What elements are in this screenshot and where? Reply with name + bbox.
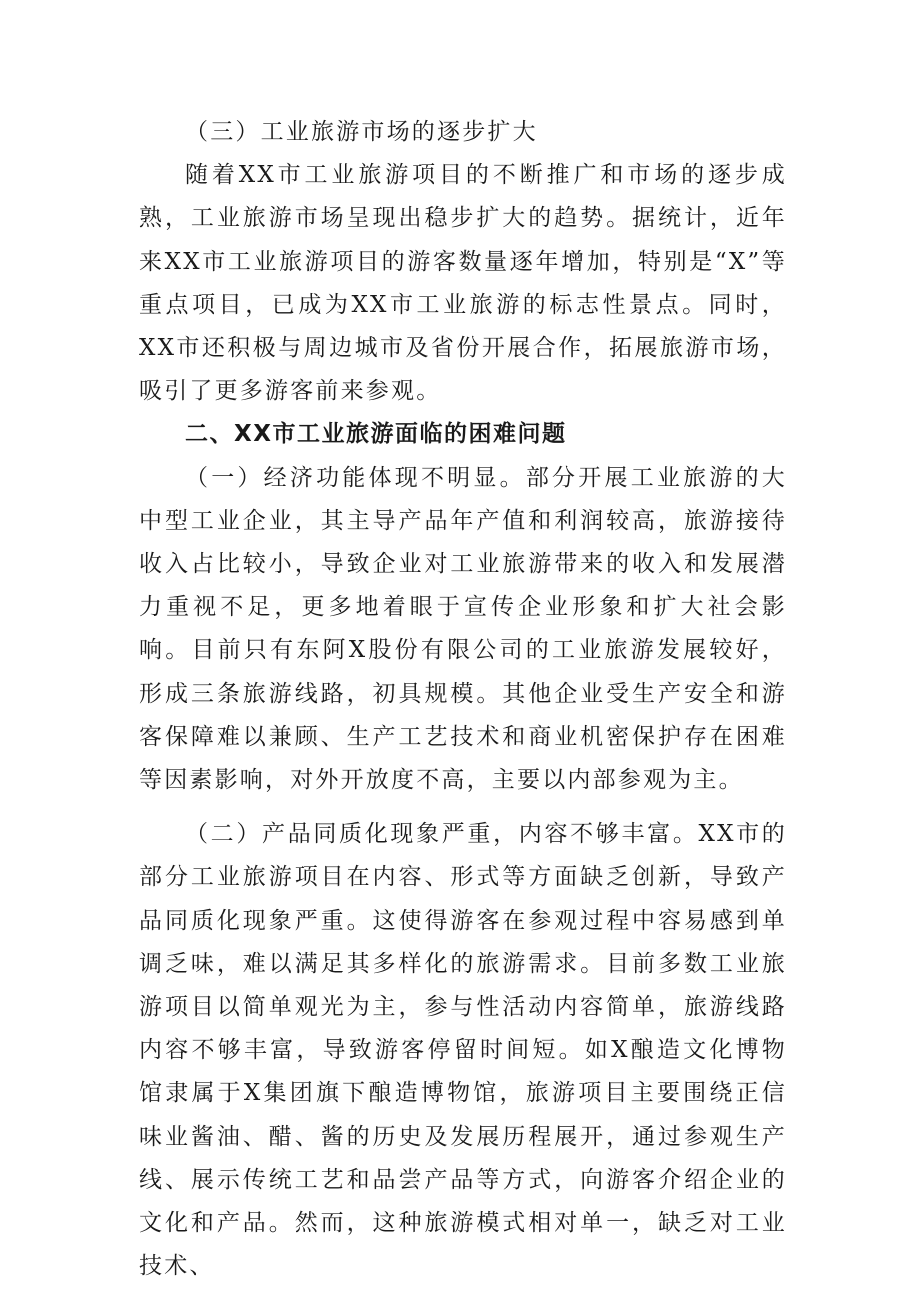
paragraph-product-homogeneity: （二）产品同质化现象严重，内容不够丰富。XX市的部分工业旅游项目在内容、形式等方面缺乏创新，导致产品同质化现象严重。这使得游客在参观过程中容易感到单调乏味，难以满足其多样化的旅游需求。目前多数工业旅游项目以简单观光为主，参与性活动内容简单，旅游线路内容不够丰富，导致游客停留时间短。如X酿造文化博物馆隶属于X集团旗下酿造博物馆，旅游项目主要围绕正信味业酱油、醋、酱的历史及发展历程展开，通过参观生产线、展示传统工艺和品尝产品等方式，向游客介绍企业的文化和产品。然而，这种旅游模式相对单一，缺乏对工业技术、 xyxy=(139,821,787,1280)
sub-heading-market-expansion: （三）工业旅游市场的逐步扩大 xyxy=(185,119,538,145)
paragraph-economic-function: （一）经济功能体现不明显。部分开展工业旅游的大中型工业企业，其主导产品年产值和利润较高，旅游接待收入占比较小，导致企业对工业旅游带来的收入和发展潜力重视不足，更多地着眼于宣传企业形象和扩大社会影响。目前只有东阿X股份有限公司的工业旅游发展较好，形成三条旅游线路，初具规模。其他企业受生产安全和游客保障难以兼顾、生产工艺技术和商业机密保护存在困难等因素影响，对外开放度不高，主要以内部参观为主。 xyxy=(139,464,787,794)
document-body xyxy=(139,111,787,1288)
paragraph-market-expansion: 随着XX市工业旅游项目的不断推广和市场的逐步成熟，工业旅游市场呈现出稳步扩大的趋势。据统计，近年来XX市工业旅游项目的游客数量逐年增加，特别是“X”等重点项目，已成为XX市工业旅游的标志性景点。同时，XX市还积极与周边城市及省份开展合作，拓展旅游市场，吸引了更多游客前来参观。 xyxy=(139,162,787,405)
section-heading-difficulties: 二、XX市工业旅游面临的困难问题 xyxy=(185,421,567,448)
